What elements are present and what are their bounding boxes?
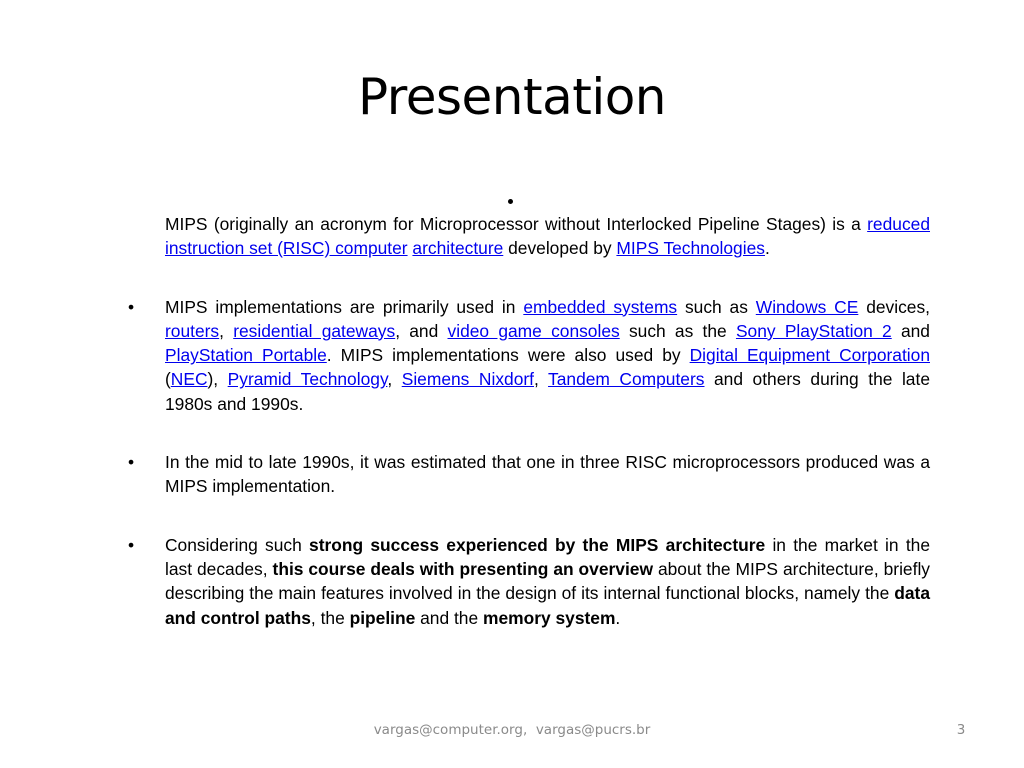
bullet-marker: • bbox=[128, 534, 135, 555]
text: . bbox=[764, 238, 770, 259]
text: , bbox=[219, 320, 234, 341]
text: such as bbox=[677, 296, 756, 317]
text: In the mid to late 1990s, it was estimated that one in three RISC microprocessors produced was a MIPS implementation. bbox=[165, 452, 930, 497]
bold-text: strong success experienced by the MIPS architecture bbox=[309, 534, 766, 555]
paragraph-mips-definition bbox=[165, 212, 930, 261]
slide-title: Presentation bbox=[357, 68, 666, 126]
text: , bbox=[387, 369, 402, 390]
link-digital-equipment-corporation[interactable]: Digital Equipment Corporation bbox=[689, 345, 930, 366]
link-routers[interactable]: routers bbox=[165, 320, 220, 341]
text: and the bbox=[415, 607, 483, 628]
link-mips-technologies[interactable]: MIPS Technologies bbox=[616, 238, 765, 259]
bold-text: data and control paths bbox=[165, 583, 930, 628]
link-embedded-systems[interactable]: embedded systems bbox=[523, 296, 678, 317]
text: devices, bbox=[858, 296, 930, 317]
bullet-marker: • bbox=[128, 296, 135, 317]
slide-content bbox=[128, 212, 930, 630]
link-nec[interactable]: NEC bbox=[170, 369, 208, 390]
link-siemens-nixdorf[interactable]: Siemens Nixdorf bbox=[401, 369, 534, 390]
bullet-item-course-overview bbox=[128, 533, 930, 630]
bullet-marker: • bbox=[128, 452, 135, 473]
bullet-item-market-share bbox=[128, 450, 930, 499]
link-playstation-portable[interactable]: PlayStation Portable bbox=[165, 345, 327, 366]
text: developed by bbox=[503, 238, 617, 259]
bold-text: memory system bbox=[482, 607, 616, 628]
text: Considering such bbox=[165, 534, 310, 555]
link-pyramid-technology[interactable]: Pyramid Technology bbox=[227, 369, 388, 390]
text: MIPS (originally an acronym for Microprocessor without Interlocked Pipeline Stages) is a bbox=[165, 214, 868, 234]
link-video-game-consoles[interactable]: video game consoles bbox=[447, 320, 620, 341]
text: ), bbox=[207, 369, 228, 390]
text: and bbox=[891, 320, 930, 341]
link-residential-gateways[interactable]: residential gateways bbox=[233, 320, 396, 341]
link-tandem-computers[interactable]: Tandem Computers bbox=[548, 369, 705, 390]
text: in the market in the last decades, bbox=[165, 534, 930, 579]
text: , and bbox=[395, 320, 448, 341]
bullet-item-implementations bbox=[128, 295, 930, 416]
bold-text: this course deals with presenting an overview bbox=[272, 558, 653, 579]
footer-contact-emails: vargas@computer.org, vargas@pucrs.br bbox=[373, 722, 651, 738]
link-risc-computer[interactable]: reduced instruction set (RISC) computer bbox=[165, 214, 930, 259]
text: . MIPS implementations were also used by bbox=[326, 345, 690, 366]
text: , bbox=[533, 369, 549, 390]
text: . bbox=[615, 607, 621, 628]
text: ( bbox=[165, 369, 171, 390]
bold-text: pipeline bbox=[349, 607, 416, 628]
link-windows-ce[interactable]: Windows CE bbox=[755, 296, 859, 317]
title-bullet-dot bbox=[508, 199, 513, 204]
text: , the bbox=[310, 607, 350, 628]
text: about the MIPS architecture, briefly describing the main features involved in the design of its internal functional blocks, namely the bbox=[165, 558, 930, 604]
link-sony-playstation-2[interactable]: Sony PlayStation 2 bbox=[735, 320, 892, 341]
text: MIPS implementations are primarily used in bbox=[165, 296, 524, 317]
link-architecture[interactable]: architecture bbox=[412, 238, 504, 259]
text: and others during the late 1980s and 1990s. bbox=[165, 369, 930, 414]
page-number: 3 bbox=[956, 722, 966, 738]
text: such as the bbox=[619, 320, 736, 341]
